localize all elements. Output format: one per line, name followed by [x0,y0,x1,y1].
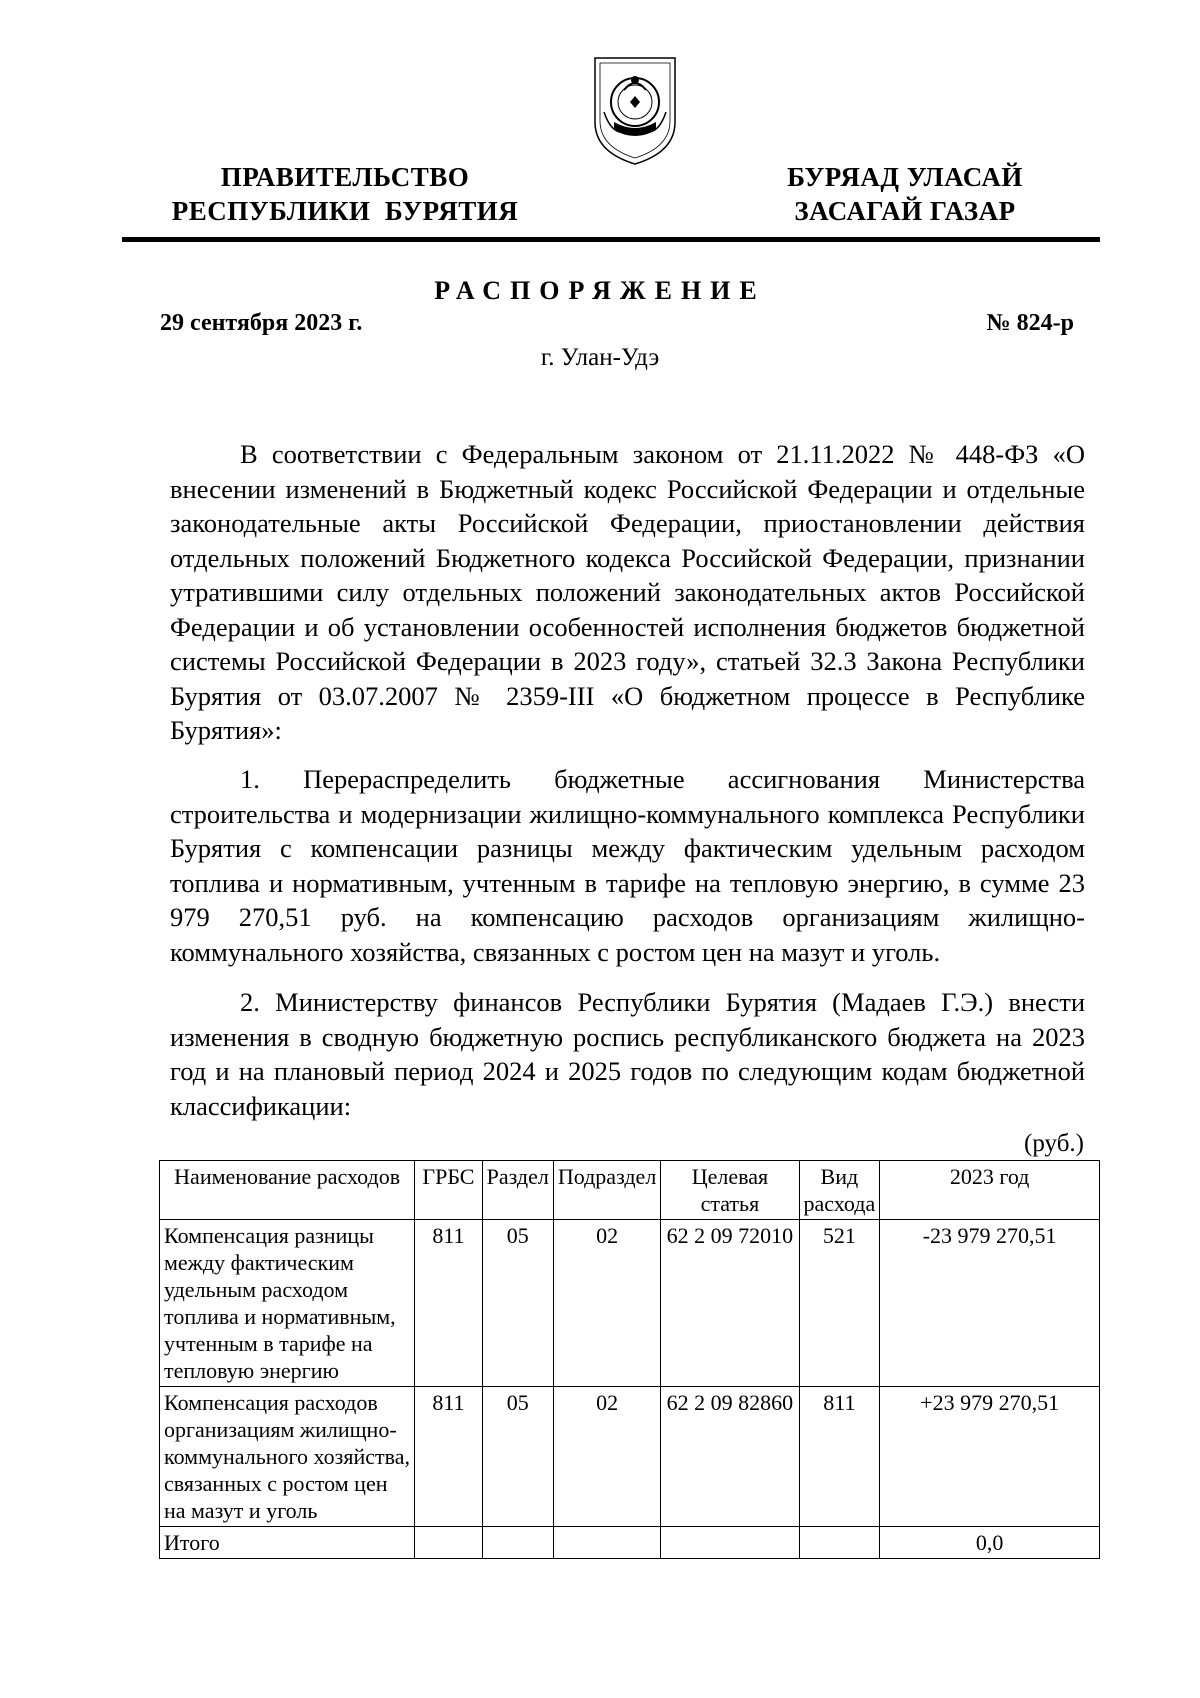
header-divider [122,237,1100,242]
government-name-bua-line2: ЗАСАГАЙ ГАЗАР [794,196,1016,226]
header-grbs: ГРБС [415,1161,482,1220]
table-row [160,1220,1100,1387]
row-podrazdel: 02 [553,1220,660,1387]
government-name-bua [740,160,1070,228]
table-unit: (руб.) [1024,1130,1084,1157]
budget-table [159,1160,1100,1559]
row-target: 62 2 09 72010 [661,1220,799,1387]
total-empty [799,1527,880,1559]
row-grbs: 811 [415,1387,482,1527]
row-vid: 521 [799,1220,880,1387]
document-city: г. Улан-Удэ [540,344,660,371]
row-razdel: 05 [482,1220,553,1387]
table-row [160,1387,1100,1527]
table-header-row [160,1161,1100,1220]
header-podrazdel: Подраздел [553,1161,660,1220]
table-total-row [160,1527,1100,1559]
header-vid: Вид расхода [799,1161,880,1220]
total-empty [661,1527,799,1559]
government-name-ru-line1: ПРАВИТЕЛЬСТВО [220,162,470,192]
row-target: 62 2 09 82860 [661,1387,799,1527]
row-name: Компенсация разницы между фактическим удельным расходом топлива и нормативным, учтенным в тарифе на тепловую энергию [160,1220,415,1387]
row-vid: 811 [799,1387,880,1527]
row-grbs: 811 [415,1220,482,1387]
header-name: Наименование расходов [160,1161,415,1220]
header-target: Целевая статья [661,1161,799,1220]
document-type: РАСПОРЯЖЕНИЕ [434,276,766,305]
government-name-ru-line2: РЕСПУБЛИКИ БУРЯТИЯ [171,196,519,226]
intro-paragraph: В соответствии с Федеральным законом от 21.11.2022 № 448-ФЗ «О внесении изменений в Бюджетный кодекс Российской Федерации и отдельные законодательные акты Российской Федерации, приостановлении действия отдельных положений Бюджетного кодекса Российской Федерации, признании утратившими силу отдельных положений законодательных актов Российской Федерации и об установлении особенностей исполнения бюджетов бюджетной системы Российской Федерации в 2023 году», статьей 32.3 Закона Республики Бурятия от 03.07.2007 № 2359-III «О бюджетном процессе в Республике Бурятия»: [170,439,1085,745]
document-date: 29 сентября 2023 г. [160,310,363,336]
total-empty [415,1527,482,1559]
item-1-paragraph: 1. Перераспределить бюджетные ассигнования Министерства строительства и модернизации жилищно-коммунального комплекса Республики Бурятия с компенсации разницы между фактическим удельным расходом топлива и нормативным, учтенным в тарифе на тепловую энергию, в сумме 23 979 270,51 руб. на компенсацию расходов организациям жилищно-коммунального хозяйства, связанных с ростом цен на мазут и уголь. [170,764,1085,967]
total-label: Итого [160,1527,415,1559]
row-name: Компенсация расходов организациям жилищно-коммунального хозяйства, связанных с ростом цен на мазут и уголь [160,1387,415,1527]
row-amount: +23 979 270,51 [880,1387,1100,1527]
total-amount: 0,0 [880,1527,1100,1559]
government-name-bua-line1: БУРЯАД УЛАСАЙ [787,162,1023,192]
coat-of-arms-icon [590,52,680,168]
total-empty [482,1527,553,1559]
header-razdel: Раздел [482,1161,553,1220]
row-podrazdel: 02 [553,1387,660,1527]
header-year: 2023 год [880,1161,1100,1220]
government-name-ru [160,160,530,228]
document-number: № 824-р [986,310,1074,336]
item-2-paragraph: 2. Министерству финансов Республики Бурятия (Мадаев Г.Э.) внести изменения в сводную бюджетную роспись республиканского бюджета на 2023 год и на плановый период 2024 и 2025 годов по следующим кодам бюджетной классификации: [170,987,1085,1121]
row-razdel: 05 [482,1387,553,1527]
row-amount: -23 979 270,51 [880,1220,1100,1387]
total-empty [553,1527,660,1559]
